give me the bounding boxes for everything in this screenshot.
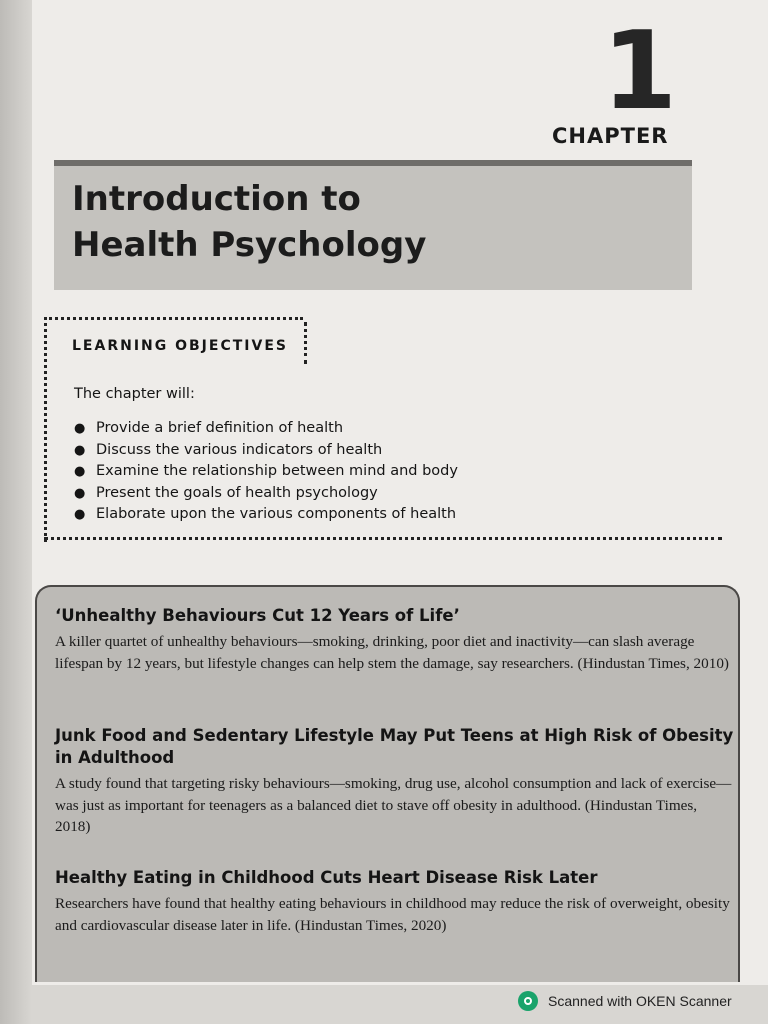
learning-objectives-box-edge [298, 322, 307, 364]
chapter-number: 1 [602, 9, 678, 134]
chapter-label: CHAPTER [552, 124, 669, 148]
list-item [74, 418, 458, 440]
bullet-icon: ● [74, 464, 86, 479]
book-page [32, 0, 768, 985]
chapter-title [72, 176, 426, 268]
news-body: Researchers have found that healthy eating behaviours in childhood may reduce the risk of overweight, obesity and cardiovascular disease later in life. (Hindustan Times, 2020) [55, 895, 730, 934]
list-item [74, 440, 458, 462]
news-headline: ‘Unhealthy Behaviours Cut 12 Years of Life’ [55, 606, 460, 625]
list-item [74, 461, 458, 483]
list-item-text: Examine the relationship between mind and body [96, 463, 458, 479]
news-body: A study found that targeting risky behaviours—smoking, drug use, alcohol consumption and lack of exercise—was just as important for teenagers as a balanced diet to stave off obesity in adulthood. (Hindustan Times, 2018) [55, 775, 732, 835]
news-headline: Junk Food and Sedentary Lifestyle May Put Teens at High Risk of Obesity in Adulthood [55, 726, 734, 767]
learning-objectives-list [74, 418, 458, 526]
chapter-title-line-2: Health Psychology [72, 225, 427, 265]
news-item [55, 867, 735, 936]
scanner-watermark [518, 990, 732, 1012]
list-item-text: Discuss the various indicators of health [96, 441, 383, 458]
bullet-icon: ● [74, 442, 86, 458]
bullet-icon: ● [74, 421, 86, 436]
learning-objectives-heading: LEARNING OBJECTIVES [72, 338, 288, 354]
news-item [55, 605, 735, 674]
bullet-icon: ● [74, 507, 86, 522]
news-headline: Healthy Eating in Childhood Cuts Heart Disease Risk Later [55, 868, 598, 887]
bullet-icon: ● [74, 485, 86, 501]
chapter-title-line-1: Introduction to [72, 179, 361, 219]
news-item [55, 725, 735, 838]
learning-objectives-divider [44, 537, 722, 540]
news-body: A killer quartet of unhealthy behaviours—smoking, drinking, poor diet and inactivity—can slash average lifespan by 12 years, but lifestyle changes can help stem the damage, say researchers. (Hindustan Times, 2010) [55, 633, 729, 672]
list-item [74, 504, 458, 526]
list-item [74, 483, 458, 505]
list-item-text: Elaborate upon the various components of health [96, 506, 457, 522]
learning-objectives-intro: The chapter will: [74, 386, 195, 402]
oken-scanner-logo-icon [518, 991, 538, 1011]
list-item-text: Provide a brief definition of health [96, 420, 344, 436]
list-item-text: Present the goals of health psychology [96, 484, 378, 501]
book-spine-shadow [0, 0, 32, 1024]
news-box [35, 585, 740, 982]
scanner-text: Scanned with OKEN Scanner [548, 993, 732, 1009]
